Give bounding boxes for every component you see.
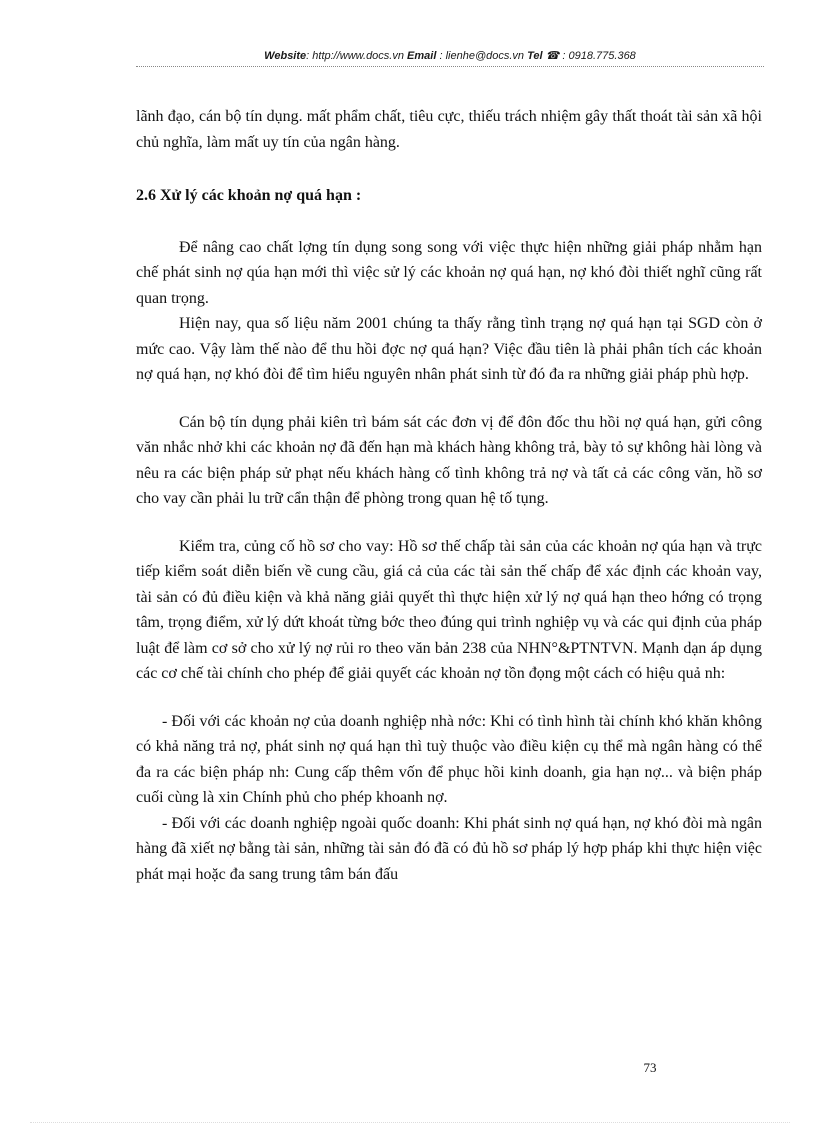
email-label: Email: [407, 50, 437, 62]
bullet-non-state-enterprises: - Đối với các doanh nghiệp ngoài quốc doanh: Khi phát sinh nợ quá hạn, nợ khó đòi mà ngân hàng đã xiết nợ bằng tài sản, những tài sản đó đã có đủ hồ sơ pháp lý hợp pháp khi thực hiện việc phát mại hoặc đa sang trung tâm bán đấu: [136, 814, 762, 883]
header-divider: [136, 66, 764, 67]
paragraph-4: Cán bộ tín dụng phải kiên trì bám sát các đơn vị để đôn đốc thu hồi nợ quá hạn, gửi công văn nhắc nhở khi các khoản nợ đã đến hạn mà khách hàng không trả, bày tỏ sự không hài lòng và nêu ra các biện pháp sử phạt nếu khách hàng cố tình không trả nợ và tất cả các công văn, hồ sơ cho vay cần phải lu trữ cẩn thận để phòng trong quan hệ tố tụng.: [136, 413, 762, 507]
paragraph-1: lãnh đạo, cán bộ tín dụng. mất phẩm chất, tiêu cực, thiếu trách nhiệm gây thất thoát tài sản xã hội chủ nghĩa, làm mất uy tín của ngân hàng.: [136, 108, 762, 151]
website-label: Website: [264, 50, 307, 62]
document-body: [136, 104, 762, 887]
section-heading: 2.6 Xử lý các khoản nợ quá hạn :: [136, 187, 362, 204]
tel-value: ☎ : 0918.775.368: [545, 50, 636, 62]
paragraph-5: Kiểm tra, củng cố hồ sơ cho vay: Hồ sơ thế chấp tài sản của các khoản nợ qúa hạn và trực tiếp kiểm soát diễn biến về cung cầu, giá cả của các tài sản thế chấp để xác định các khoản vay, tài sản có đủ điều kiện và khả năng giải quyết thì thực hiện xử lý nợ quá hạn theo hớng có trọng tâm, trọng điểm, xử lý dứt khoát từng bớc theo đúng qui trình nghiệp vụ và các qui định của pháp luật để làm cơ sở cho xử lý nợ rủi ro theo văn bản 238 của NHN°&PTNTVN. Mạnh dạn áp dụng các cơ chế tài chính cho phép để giải quyết các khoản nợ tồn đọng một cách có hiệu quả nh:: [136, 537, 762, 682]
tel-label: Tel: [527, 50, 543, 62]
page-number: 73: [643, 1060, 657, 1075]
website-value: : http://www.docs.vn: [306, 50, 404, 62]
paragraph-3: Hiện nay, qua số liệu năm 2001 chúng ta thấy rằng tình trạng nợ quá hạn tại SGD còn ở mức cao. Vậy làm thế nào để thu hồi đợc nợ quá hạn? Việc đầu tiên là phải phân tích các khoản nợ quá hạn, nợ khó đòi để tìm hiểu nguyên nhân phát sinh từ đó đa ra những giải pháp phù hợp.: [136, 315, 762, 383]
email-value: : lienhe@docs.vn: [439, 50, 525, 62]
bullet-state-enterprises: - Đối với các khoản nợ của doanh nghiệp nhà nớc: Khi có tình hình tài chính khó khăn không có khả năng trả nợ, phát sinh nợ quá hạn thì tuỳ thuộc vào điều kiện cụ thể mà ngân hàng có thể đa ra các biện pháp nh: Cung cấp thêm vốn để phục hồi kinh doanh, gia hạn nợ... và biện pháp cuối cùng là xin Chính phủ cho phép khoanh nợ.: [136, 712, 762, 806]
paragraph-2: Để nâng cao chất lợng tín dụng song song với việc thực hiện những giải pháp nhằm hạn chế phát sinh nợ qúa hạn mới thì việc sử lý các khoản nợ quá hạn, nợ khó đòi thiết nghĩ cũng rất quan trọng.: [136, 238, 762, 307]
page-header: [136, 49, 764, 62]
